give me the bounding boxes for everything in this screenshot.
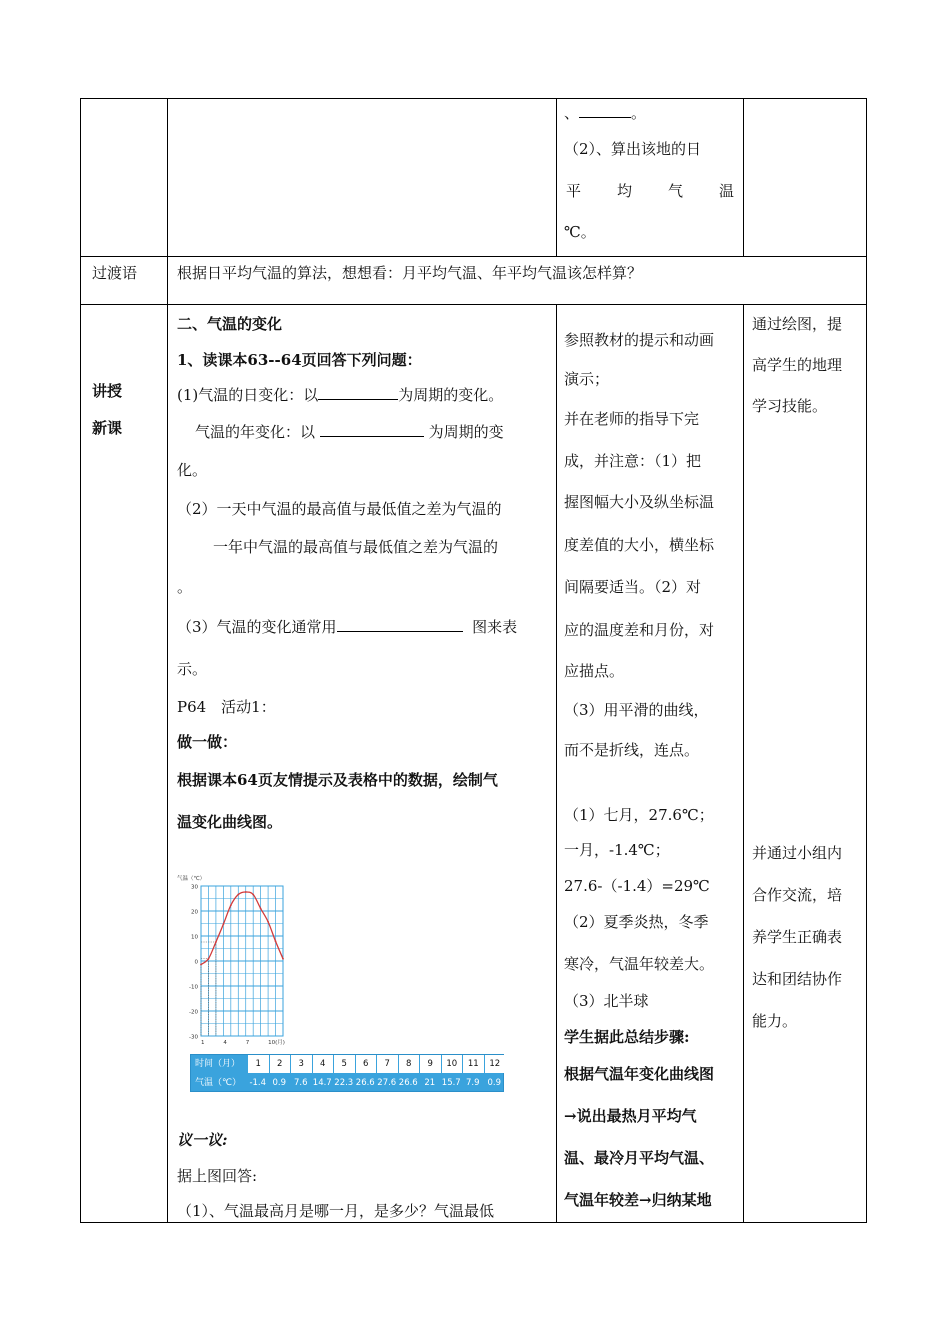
month-cell: 11 <box>462 1055 484 1073</box>
data-point <box>237 894 239 896</box>
data-point <box>260 908 262 910</box>
top-line-1 <box>564 103 646 123</box>
top-char-2: 均 <box>616 182 632 200</box>
row-divider-1 <box>80 256 867 257</box>
content-task-1: 根据课本64页友情提示及表格中的数据，绘制气 <box>177 771 498 789</box>
blank-graph <box>337 617 463 632</box>
top-char-4: 温 <box>718 182 734 200</box>
temp-cell: 15.7 <box>441 1078 461 1088</box>
content-discuss-q1: （1）、气温最高月是哪一月，是多少？气温最低 <box>177 1202 495 1220</box>
month-cell: 12 <box>484 1055 506 1073</box>
data-point <box>267 921 269 923</box>
top-line-4: ℃。 <box>564 223 596 241</box>
table-header-temp: 气温（℃） <box>195 1078 242 1088</box>
temp-cell: 7.9 <box>465 1078 480 1088</box>
content-activity: P64 活动1： <box>177 698 276 716</box>
temperature-line-chart <box>175 868 305 1048</box>
student-answer-3: 27.6-（-1.4）=29℃ <box>564 877 710 895</box>
intent-2-line-1: 并通过小组内 <box>752 844 843 862</box>
y-axis-label: 气温（℃） <box>177 876 206 882</box>
student-summary-3: →说出最热月平均气 <box>564 1107 697 1125</box>
data-point <box>208 958 210 960</box>
student-line-9: 应描点。 <box>564 662 625 680</box>
annual-prefix: 气温的年变化：以 <box>195 423 316 441</box>
month-cell: 4 <box>312 1055 334 1073</box>
temp-cell: 21 <box>424 1078 436 1088</box>
content-graph <box>177 617 517 637</box>
temperature-data-table <box>190 1054 504 1092</box>
top-line-2: （2）、算出该地的日 <box>564 140 702 158</box>
blank-annual <box>320 422 424 437</box>
month-cell: 6 <box>355 1055 377 1073</box>
intent-2-line-3: 养学生正确表 <box>752 928 843 946</box>
student-answer-2: 一月，-1.4℃； <box>564 841 670 859</box>
student-line-6: 度差值的大小，横坐标 <box>564 536 715 554</box>
content-discuss-intro: 据上图回答: <box>177 1167 258 1185</box>
student-summary-1: 学生据此总结步骤: <box>564 1028 690 1046</box>
col-divider-2-top <box>556 98 557 256</box>
student-line-5: 握图幅大小及纵坐标温 <box>564 493 715 511</box>
student-line-1: 参照教材的提示和动画 <box>564 331 715 349</box>
content-doit: 做一做： <box>177 733 238 751</box>
data-point <box>282 958 284 960</box>
daily-prefix: (1)气温的日变化：以 <box>177 386 319 404</box>
section-label-2: 新课 <box>92 419 123 437</box>
x-tick-label: 7 <box>245 1040 250 1046</box>
intent-2-line-5: 能力。 <box>752 1012 798 1030</box>
content-heading: 二、气温的变化 <box>177 315 283 333</box>
table-row-month <box>191 1055 505 1073</box>
student-line-7: 间隔要适当。（2）对 <box>564 578 702 596</box>
temp-cell: 26.6 <box>398 1078 418 1088</box>
data-point <box>252 894 254 896</box>
month-cell: 8 <box>398 1055 420 1073</box>
top-char-1: 平 <box>566 182 582 200</box>
table-border-bottom <box>80 1222 867 1223</box>
intent-1-line-2: 高学生的地理 <box>752 356 843 374</box>
data-point <box>200 964 202 966</box>
table-border-left <box>80 98 81 1223</box>
top-line-1-suffix: 。 <box>631 104 647 122</box>
top-line-3 <box>566 181 734 201</box>
y-tick-label: -30 <box>189 1034 198 1041</box>
blank-1 <box>579 103 631 118</box>
table-header-month: 时间（月） <box>195 1059 241 1069</box>
intent-2-line-2: 合作交流，培 <box>752 886 843 904</box>
temp-cell: 0.9 <box>487 1078 502 1088</box>
student-answer-6: （3）北半球 <box>564 992 649 1010</box>
student-summary-2: 根据气温年变化曲线图 <box>564 1065 715 1083</box>
transition-label: 过渡语 <box>92 264 138 282</box>
graph-prefix: （3）气温的变化通常用 <box>177 618 337 636</box>
intent-1-line-3: 学习技能。 <box>752 397 828 415</box>
data-point <box>230 904 232 906</box>
y-tick-label: 10 <box>191 934 198 941</box>
student-summary-4: 温、最冷月平均气温、 <box>564 1149 715 1167</box>
month-cell: 5 <box>333 1055 355 1073</box>
temp-cell: 0.9 <box>272 1078 287 1088</box>
y-tick-label: -10 <box>189 984 198 991</box>
data-point <box>275 940 277 942</box>
data-point <box>245 891 247 893</box>
student-line-8: 应的温度差和月份，对 <box>564 621 715 639</box>
content-range-annual: 一年中气温的最高值与最低值之差为气温的 <box>213 538 499 556</box>
student-line-3: 并在老师的指导下完 <box>564 410 700 428</box>
month-cell: 9 <box>419 1055 441 1073</box>
student-line-4: 成，并注意：（1）把 <box>564 452 702 470</box>
month-cell: 10 <box>441 1055 463 1073</box>
table-border-right <box>866 98 867 1223</box>
row-divider-2 <box>80 304 867 305</box>
table-row-temp <box>191 1074 505 1092</box>
intent-1-line-1: 通过绘图，提 <box>752 315 843 333</box>
top-line-1-prefix: 、 <box>564 104 580 122</box>
temp-cell: 27.6 <box>377 1078 397 1088</box>
content-daily <box>177 385 503 405</box>
temp-cell: 14.7 <box>312 1078 332 1088</box>
col-divider-2-main <box>556 304 557 1222</box>
content-annual-cont: 化。 <box>177 461 208 479</box>
col-divider-3-top <box>743 98 744 256</box>
y-tick-label: 0 <box>194 959 198 966</box>
blank-daily <box>318 385 398 400</box>
graph-suffix: 图来表 <box>472 618 518 636</box>
annual-suffix: 为周期的变 <box>428 423 504 441</box>
col-divider-1 <box>167 98 168 1223</box>
intent-2-line-4: 达和团结协作 <box>752 970 843 988</box>
x-tick-label: 10(月) <box>268 1040 285 1046</box>
data-point <box>222 923 224 925</box>
month-cell: 2 <box>269 1055 291 1073</box>
student-summary-5: 气温年较差→归纳某地 <box>564 1191 712 1209</box>
x-tick-label: 4 <box>223 1040 227 1046</box>
col-divider-3-main <box>743 304 744 1222</box>
student-answer-5: 寒冷，气温年较差大。 <box>564 955 715 973</box>
temp-cell: 22.3 <box>334 1078 354 1088</box>
temp-cell: -1.4 <box>249 1078 267 1088</box>
student-line-11: 而不是折线，连点。 <box>564 741 700 759</box>
student-line-10: （3）用平滑的曲线， <box>564 701 709 719</box>
temp-cell: 26.6 <box>355 1078 375 1088</box>
top-char-3: 气 <box>667 182 683 200</box>
month-cell: 7 <box>376 1055 398 1073</box>
content-graph-cont: 示。 <box>177 660 208 678</box>
content-annual <box>195 422 504 442</box>
table-border-top <box>80 98 867 99</box>
content-range-annual-end: 。 <box>177 578 193 596</box>
content-range-daily: （2）一天中气温的最高值与最低值之差为气温的 <box>177 500 502 518</box>
temp-cell: 7.6 <box>293 1078 308 1088</box>
student-answer-1: （1）七月，27.6℃； <box>564 806 714 824</box>
y-tick-label: 30 <box>191 884 198 891</box>
content-discuss: 议一议: <box>177 1131 228 1149</box>
data-point <box>215 941 217 943</box>
section-label-1: 讲授 <box>92 382 123 400</box>
month-cell: 3 <box>290 1055 312 1073</box>
x-tick-label: 1 <box>201 1040 205 1046</box>
student-answer-4: （2）夏季炎热，冬季 <box>564 913 709 931</box>
transition-text: 根据日平均气温的算法，想想看：月平均气温、年平均气温该怎样算？ <box>177 264 643 282</box>
student-line-2: 演示； <box>564 370 610 388</box>
daily-suffix: 为周期的变化。 <box>398 386 504 404</box>
y-tick-label: 20 <box>191 909 198 916</box>
month-cell: 1 <box>247 1055 269 1073</box>
content-q1: 1、读课本63--64页回答下列问题： <box>177 351 422 369</box>
y-tick-label: -20 <box>189 1009 198 1016</box>
content-task-2: 温变化曲线图。 <box>177 813 283 831</box>
